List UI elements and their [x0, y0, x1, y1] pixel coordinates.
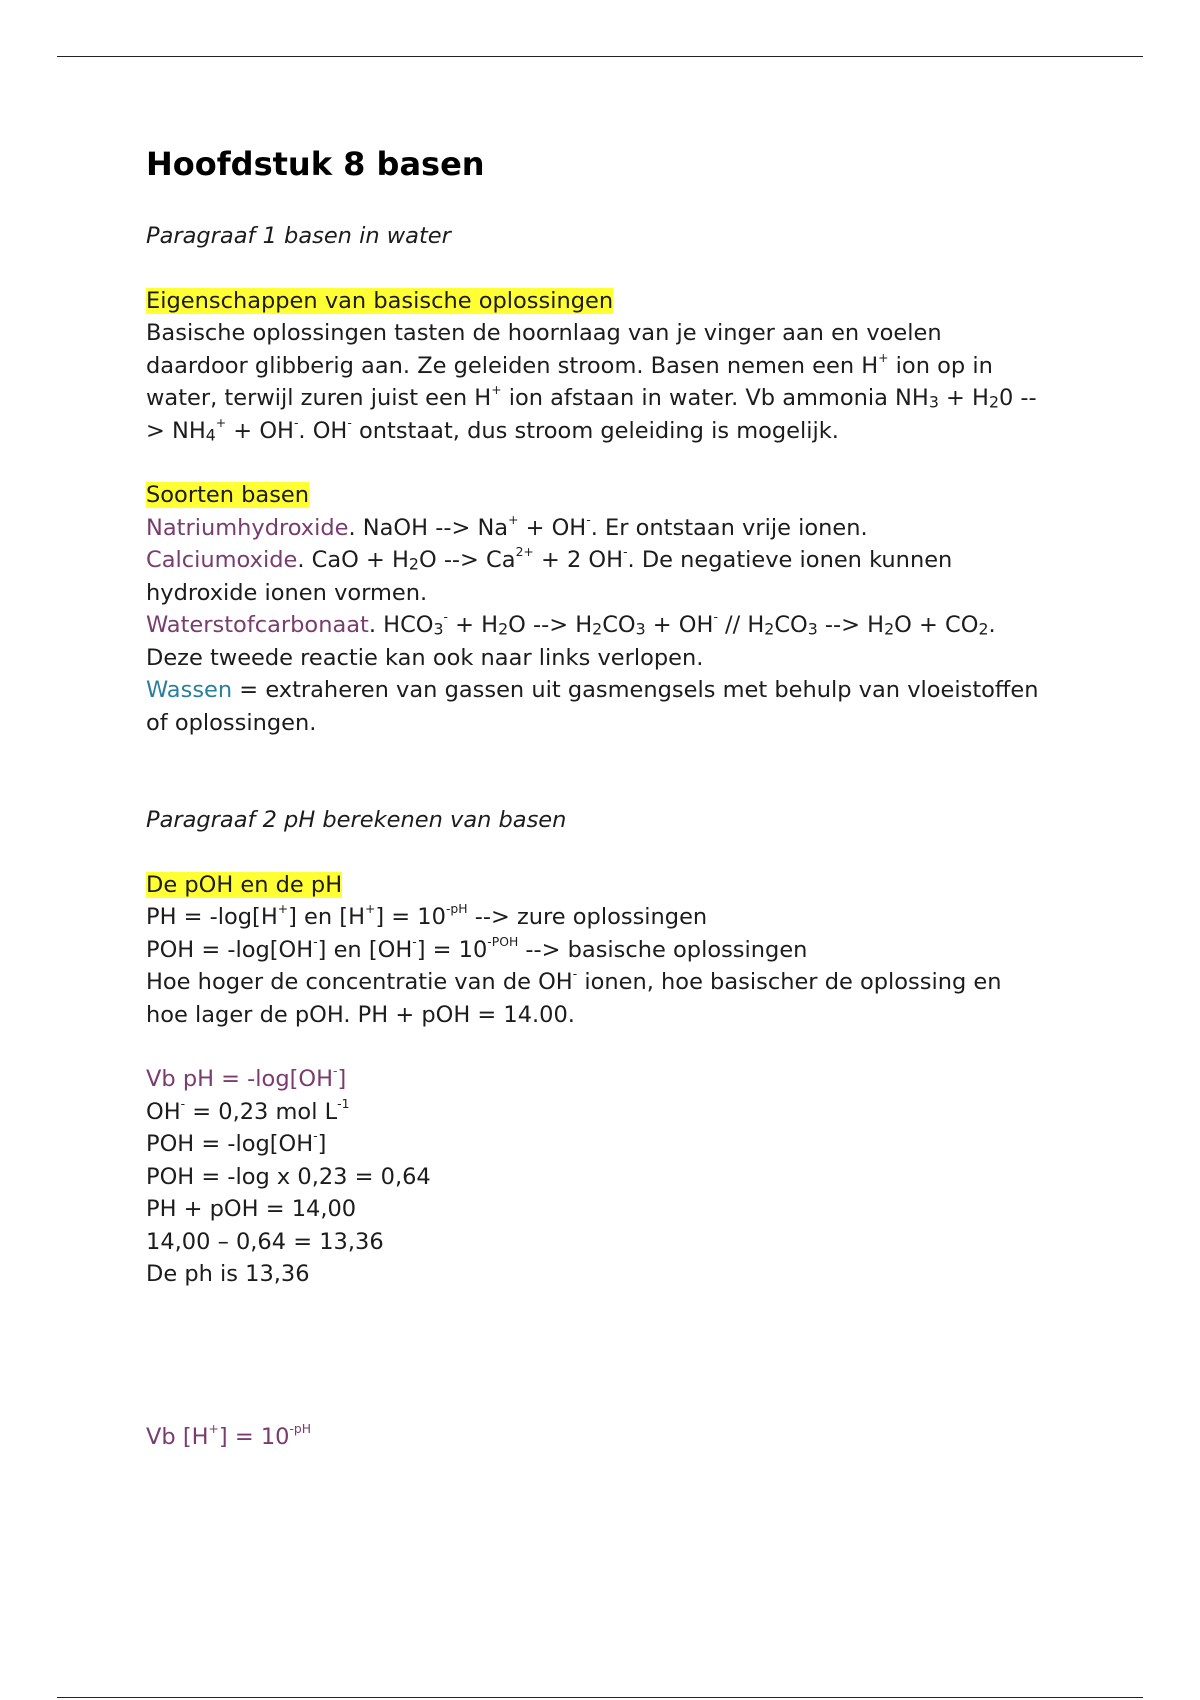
example-1-heading: Vb pH = -log[OH-] [146, 1063, 347, 1092]
example-1-line-4: PH + pOH = 14,00 [146, 1196, 357, 1222]
heading-properties [146, 285, 1046, 318]
heading-poh-ph [146, 869, 1046, 902]
washing-definition: Wassen = extraheren van gassen uit gasmengsels met behulp van vloeistoffen of oplossingen. [146, 677, 1039, 736]
heading-types [146, 479, 1046, 512]
example-2-heading: Vb $[H^+] = 10^{-pH}$ [146, 1421, 312, 1450]
highlight-properties: Eigenschappen van basische oplossingen [146, 287, 614, 314]
example-1-line-6: De ph is 13,36 [146, 1261, 310, 1287]
base-hco3: Waterstofcarbonaat. $HCO_3^- + H_2O$ --> $H_2CO_3 + OH^- // H_2CO_3$ --> $H_2O + CO_2$. [146, 609, 996, 639]
paragraph-properties: Basische oplossingen tasten de hoornlaag van je vinger aan en voelen daardoor glibberig aan. Ze geleiden stroom. Basen nemen een H+ ion op in water, terwijl zuren juist een H+ ion afstaan in water. Vb ammonia $NH_3 + H_20$ --> $NH_4^+ + OH^-$. OH- ontstaat, dus stroom geleiding is mogelijk. [146, 320, 1037, 444]
example-1-line-2: POH = -log[OH-] [146, 1128, 327, 1157]
formula-ph: PH = -log[H+] en $[H^+] = 10^{-pH}$ --> zure oplossingen [146, 901, 708, 930]
highlight-poh-ph: De pOH en de pH [146, 871, 343, 898]
term-cao: Calciumoxide [146, 547, 298, 573]
base-naoh: Natriumhydroxide. NaOH --> Na+ + OH-. Er ontstaan vrije ionen. [146, 512, 868, 541]
base-cao: Calciumoxide. CaO + $H_2O$ --> $Ca^{2+} + 2$ OH-. De negatieve ionen kunnen hydroxide ionen vormen. [146, 544, 953, 606]
document-body [146, 138, 1046, 1453]
example-1-line-5: 14,00 – 0,64 = 13,36 [146, 1228, 384, 1255]
page-title: Hoofdstuk 8 basen [146, 145, 485, 183]
top-rule [57, 56, 1143, 57]
example-1-line-1: OH- = 0,23 mol $L^{-1}$ [146, 1096, 350, 1125]
concentration-note: Hoe hoger de concentratie van de OH- ionen, hoe basischer de oplossing en hoe lager de pOH. PH + pOH = 14.00. [146, 966, 1002, 1028]
highlight-types: Soorten basen [146, 482, 310, 508]
reaction-note: Deze tweede reactie kan ook naar links verlopen. [146, 644, 704, 671]
formula-poh: POH = -log[OH-] en $[OH^-] = 10^{-POH}$ --> basische oplossingen [146, 934, 808, 963]
term-hco3: Waterstofcarbonaat [146, 612, 369, 638]
example-1-line-3: POH = -log x 0,23 = 0,64 [146, 1163, 431, 1190]
bottom-rule [57, 1697, 1143, 1698]
section-title-1: Paragraaf 1 basen in water [146, 223, 451, 249]
term-naoh: Natriumhydroxide [146, 514, 349, 541]
section-title-2: Paragraaf 2 pH berekenen van basen [146, 807, 567, 833]
term-wassen: Wassen [146, 677, 233, 703]
